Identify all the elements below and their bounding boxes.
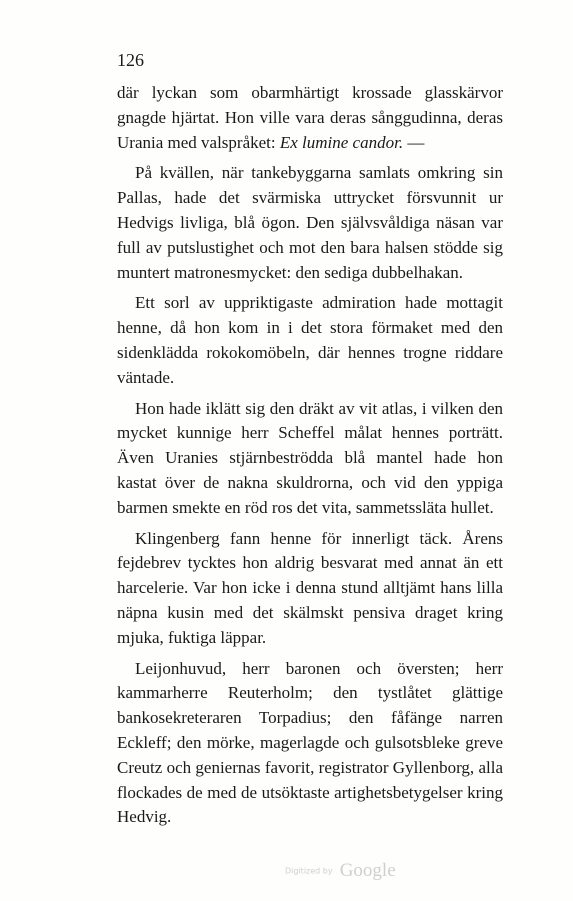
paragraph-3: Ett sorl av uppriktigaste admiration hade mottagit henne, då hon kom in i det stora förmaket med den sidenklädda rokokomöbeln, där hennes trogne riddare väntade. [117,293,503,387]
paragraph-1 [117,81,503,155]
body-text [117,81,503,836]
digitized-watermark [285,860,396,882]
paragraph-2: På kvällen, när tankebyggarna samlats omkring sin Pallas, hade det svärmiska uttrycket försvunnit ur Hedvigs livliga, blå ögon. Den självsvåldiga näsan var full av putslustighet och mot den bara halsen stödde sig muntert matronesmycket: den sediga dubbelhakan. [117,163,503,282]
paragraph-5: Klingenberg fann henne för innerligt täck. Årens fejdebrev tycktes hon aldrig besvarat med annat än ett harcelerie. Var hon icke i denna stund alltjämt hans lilla näpna kusin med det skälmskt pensiva draget kring mjuka, fuktiga läppar. [117,528,503,647]
watermark-prefix: Digitized by [285,866,333,876]
paragraph-4: Hon hade iklätt sig den dräkt av vit atlas, i vilken den mycket kunnige herr Scheffel målat hennes porträtt. Även Uranies stjärnbeströdda blå mantel hade hon kastat över de nakna skuldrorna, och vid den yppiga barmen smekte en röd ros det vita, sammetssläta hullet. [117,398,503,517]
paragraph-1-dash: — [403,132,425,152]
paragraph-6: Leijonhuvud, herr baronen och översten; herr kammarherre Reuterholm; den tystlåtet glättige bankosekreteraren Torpadius; den fåfänge narren Eckleff; den mörke, magerlagde och gulsotsbleke greve Creutz och geniernas favorit, registrator Gyllenborg, alla flockades de med de utsöktaste artighetsbetygelser kring Hedvig. [117,658,503,827]
paragraph-1-text: där lyckan som obarmhärtigt krossade glasskärvor gnagde hjärtat. Hon ville vara deras sånggudinna, deras Urania med valspråket: [117,83,503,152]
page-number: 126 [117,50,144,70]
google-logo: Google [339,860,396,881]
motto-italic: Ex lumine candor. [279,132,404,152]
